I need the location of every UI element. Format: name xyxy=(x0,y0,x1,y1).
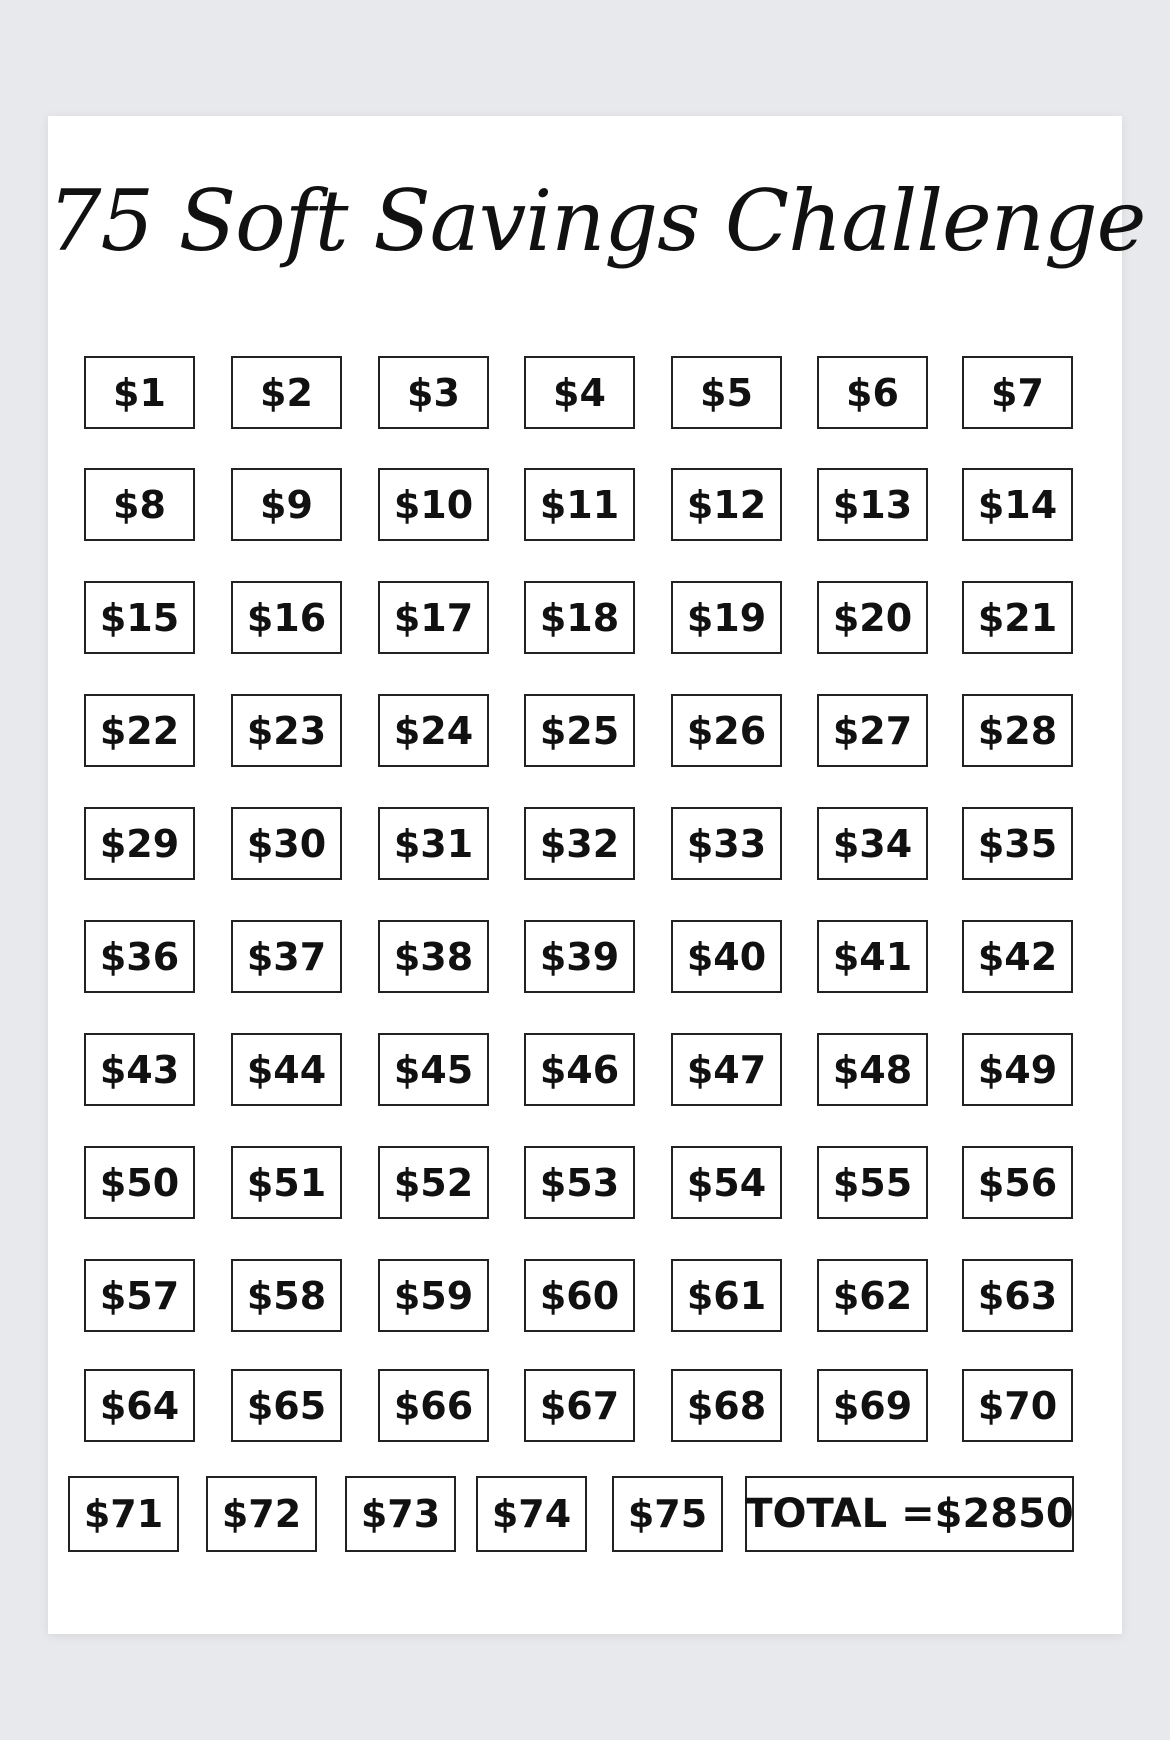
amount-box[interactable]: $59 xyxy=(378,1259,489,1332)
amount-box[interactable]: $75 xyxy=(612,1476,723,1552)
amount-box[interactable]: $41 xyxy=(817,920,928,993)
amount-box[interactable]: $53 xyxy=(524,1146,635,1219)
amount-box[interactable]: $73 xyxy=(345,1476,456,1552)
amount-box[interactable]: $2 xyxy=(231,356,342,429)
amount-box[interactable]: $40 xyxy=(671,920,782,993)
amount-box[interactable]: $38 xyxy=(378,920,489,993)
amount-box[interactable]: $43 xyxy=(84,1033,195,1106)
page-title: 75 Soft Savings Challenge xyxy=(48,172,1146,270)
amount-box[interactable]: $42 xyxy=(962,920,1073,993)
amount-box[interactable]: $10 xyxy=(378,468,489,541)
amount-box[interactable]: $71 xyxy=(68,1476,179,1552)
amount-box[interactable]: $61 xyxy=(671,1259,782,1332)
amount-box[interactable]: $45 xyxy=(378,1033,489,1106)
amount-box[interactable]: $36 xyxy=(84,920,195,993)
amount-box[interactable]: $22 xyxy=(84,694,195,767)
amount-box[interactable]: $70 xyxy=(962,1369,1073,1442)
amount-box[interactable]: $13 xyxy=(817,468,928,541)
amount-box[interactable]: $24 xyxy=(378,694,489,767)
amount-box[interactable]: $28 xyxy=(962,694,1073,767)
amount-box[interactable]: $56 xyxy=(962,1146,1073,1219)
amount-box[interactable]: $44 xyxy=(231,1033,342,1106)
amount-box[interactable]: $27 xyxy=(817,694,928,767)
amount-box[interactable]: $20 xyxy=(817,581,928,654)
amount-box[interactable]: $49 xyxy=(962,1033,1073,1106)
amount-box[interactable]: $30 xyxy=(231,807,342,880)
amount-box[interactable]: $15 xyxy=(84,581,195,654)
amount-box[interactable]: $57 xyxy=(84,1259,195,1332)
amount-box[interactable]: $7 xyxy=(962,356,1073,429)
amount-box[interactable]: $3 xyxy=(378,356,489,429)
amount-box[interactable]: $18 xyxy=(524,581,635,654)
amount-box[interactable]: $29 xyxy=(84,807,195,880)
amount-box[interactable]: $58 xyxy=(231,1259,342,1332)
amount-box[interactable]: $50 xyxy=(84,1146,195,1219)
amount-box[interactable]: $25 xyxy=(524,694,635,767)
amount-box[interactable]: $37 xyxy=(231,920,342,993)
amount-box[interactable]: $35 xyxy=(962,807,1073,880)
total-box: TOTAL =$2850 xyxy=(745,1476,1074,1552)
amount-box[interactable]: $5 xyxy=(671,356,782,429)
amount-box[interactable]: $52 xyxy=(378,1146,489,1219)
amount-box[interactable]: $55 xyxy=(817,1146,928,1219)
amount-box[interactable]: $1 xyxy=(84,356,195,429)
amount-box[interactable]: $19 xyxy=(671,581,782,654)
amount-box[interactable]: $60 xyxy=(524,1259,635,1332)
amount-box[interactable]: $48 xyxy=(817,1033,928,1106)
amount-box[interactable]: $67 xyxy=(524,1369,635,1442)
amount-box[interactable]: $66 xyxy=(378,1369,489,1442)
amount-box[interactable]: $72 xyxy=(206,1476,317,1552)
amount-box[interactable]: $63 xyxy=(962,1259,1073,1332)
amount-box[interactable]: $74 xyxy=(476,1476,587,1552)
amount-box[interactable]: $14 xyxy=(962,468,1073,541)
amount-box[interactable]: $39 xyxy=(524,920,635,993)
amount-box[interactable]: $4 xyxy=(524,356,635,429)
amount-box[interactable]: $62 xyxy=(817,1259,928,1332)
amount-box[interactable]: $46 xyxy=(524,1033,635,1106)
amount-box[interactable]: $51 xyxy=(231,1146,342,1219)
amount-box[interactable]: $65 xyxy=(231,1369,342,1442)
amount-box[interactable]: $6 xyxy=(817,356,928,429)
amount-box[interactable]: $17 xyxy=(378,581,489,654)
amount-box[interactable]: $64 xyxy=(84,1369,195,1442)
amount-box[interactable]: $54 xyxy=(671,1146,782,1219)
amount-box[interactable]: $16 xyxy=(231,581,342,654)
amount-box[interactable]: $34 xyxy=(817,807,928,880)
amount-box[interactable]: $8 xyxy=(84,468,195,541)
amount-box[interactable]: $9 xyxy=(231,468,342,541)
amount-box[interactable]: $33 xyxy=(671,807,782,880)
amount-box[interactable]: $32 xyxy=(524,807,635,880)
amount-box[interactable]: $68 xyxy=(671,1369,782,1442)
amount-box[interactable]: $31 xyxy=(378,807,489,880)
amount-box[interactable]: $23 xyxy=(231,694,342,767)
savings-challenge-sheet xyxy=(48,116,1146,1634)
amount-box[interactable]: $11 xyxy=(524,468,635,541)
amount-box[interactable]: $12 xyxy=(671,468,782,541)
amount-box[interactable]: $47 xyxy=(671,1033,782,1106)
amount-box[interactable]: $21 xyxy=(962,581,1073,654)
amount-box[interactable]: $69 xyxy=(817,1369,928,1442)
amount-box[interactable]: $26 xyxy=(671,694,782,767)
